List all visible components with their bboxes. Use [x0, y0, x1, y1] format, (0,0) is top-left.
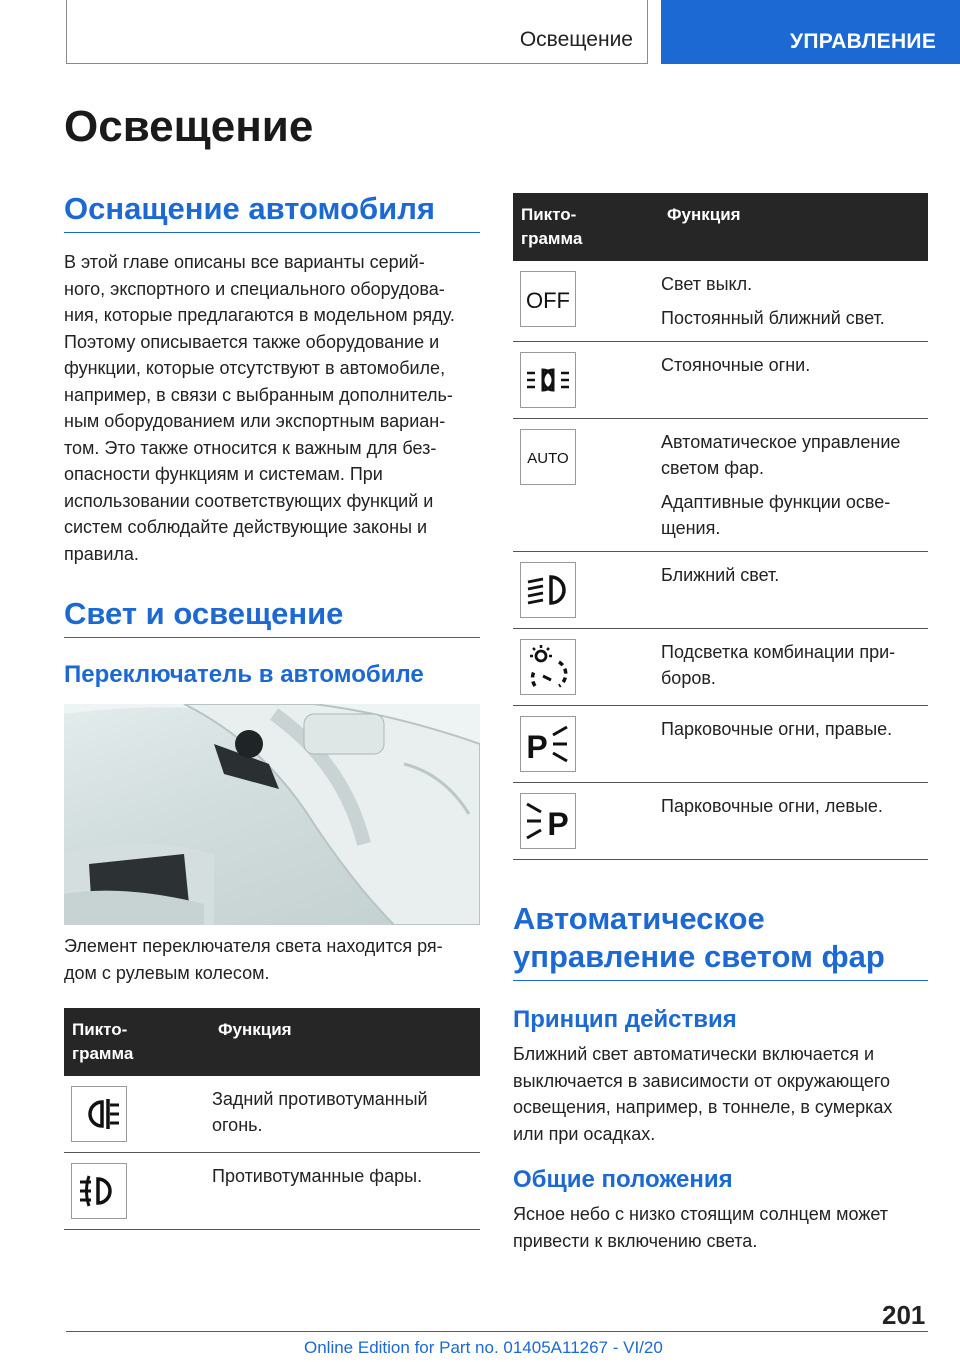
table-row [513, 261, 928, 342]
principle-heading: Принцип действия [513, 1006, 737, 1033]
general-text: Ясное небо с низко стоящим солнцем может привести к включению света. [513, 1204, 889, 1251]
photo-caption: Элемент переключателя света находится ря- дом с рулевым колесом. [64, 936, 443, 983]
general-heading: Общие положения [513, 1166, 733, 1193]
auto-icon [520, 429, 576, 485]
light-heading: Свет и освещение [64, 595, 480, 638]
left-column [64, 190, 480, 1230]
table-row [513, 706, 928, 783]
page-number: 201 [882, 1300, 926, 1330]
parking-lights-icon [520, 352, 576, 408]
auto-icon-label: AUTO [527, 450, 569, 467]
table-header-row [64, 1008, 480, 1076]
table-row [513, 783, 928, 860]
table-row [64, 1153, 480, 1230]
dashboard-illustration [64, 704, 480, 925]
parking-light-left-icon [520, 793, 576, 849]
function-text: Парковочные огни, правые. [661, 719, 893, 739]
function-text: Задний противотуманный огонь. [212, 1089, 428, 1135]
off-icon [520, 271, 576, 327]
table-row [513, 342, 928, 419]
low-beam-icon [520, 562, 576, 618]
switch-heading: Переключатель в автомобиле [64, 661, 424, 688]
column-header-pictogram: Пикто- грамма [64, 1008, 210, 1076]
principle-text: Ближний свет автоматически включается и выключается в зависимости от окружающего освещения, например, в тоннеле, в сумерках или при осадках. [513, 1044, 893, 1144]
function-text: Ближний свет. [661, 565, 780, 585]
table-row [513, 629, 928, 706]
function-text: Адаптивные функции осве- щения. [661, 492, 891, 538]
footer-edition: Online Edition for Part no. 01405A11267 - VI/20 [304, 1338, 663, 1357]
function-text: Парковочные огни, левые. [661, 796, 883, 816]
parking-right-label: P [526, 729, 548, 765]
front-fog-light-icon [71, 1163, 127, 1219]
table-row [513, 552, 928, 629]
column-header-function: Функция [659, 193, 928, 261]
equipment-heading: Оснащение автомобиля [64, 190, 480, 233]
function-text: Противотуманные фары. [212, 1166, 423, 1186]
function-text: Подсветка комбинации при- боров. [661, 642, 896, 688]
auto-headlight-heading: Автоматическое управление светом фар [513, 900, 928, 981]
header-chapter-label: УПРАВЛЕНИЕ [790, 30, 937, 53]
header-section-label: Освещение [519, 28, 633, 51]
off-icon-label: OFF [526, 288, 570, 313]
parking-left-label: P [547, 806, 569, 842]
equipment-text: В этой главе описаны все варианты серий- ного, экспортного и специального оборудова- ния, которые предлагаются в модельном ряду. Поэтому описывается также оборудование и функции, которые отсутствуют в автомобиле, например, в связи с выбранным дополнитель- ным оборудованием или экспортным вариан- том. Это также относится к важным для без- опасности функциям и системам. При использовании соответствующих функций и систем соблюдайте действующие законы и правила. [64, 252, 455, 564]
function-text: Автоматическое управление светом фар. [661, 432, 901, 478]
light-switch-photo [64, 704, 480, 925]
footer-divider [66, 1331, 928, 1332]
table-header-row [513, 193, 928, 261]
right-pictogram-table [513, 193, 928, 860]
function-text: Постоянный ближний свет. [661, 308, 885, 328]
column-header-function: Функция [210, 1008, 480, 1076]
header-section-tab [66, 0, 648, 64]
function-text: Стояночные огни. [661, 355, 811, 375]
column-header-pictogram: Пикто- грамма [513, 193, 659, 261]
header-chapter-tab [661, 0, 960, 64]
instrument-lighting-icon [520, 639, 576, 695]
table-row [513, 419, 928, 552]
rear-fog-light-icon [71, 1086, 127, 1142]
left-pictogram-table [64, 1008, 480, 1230]
page-title: Освещение [64, 102, 314, 151]
table-row [64, 1076, 480, 1153]
right-column [513, 193, 928, 1254]
parking-light-right-icon [520, 716, 576, 772]
function-text: Свет выкл. [661, 274, 753, 294]
